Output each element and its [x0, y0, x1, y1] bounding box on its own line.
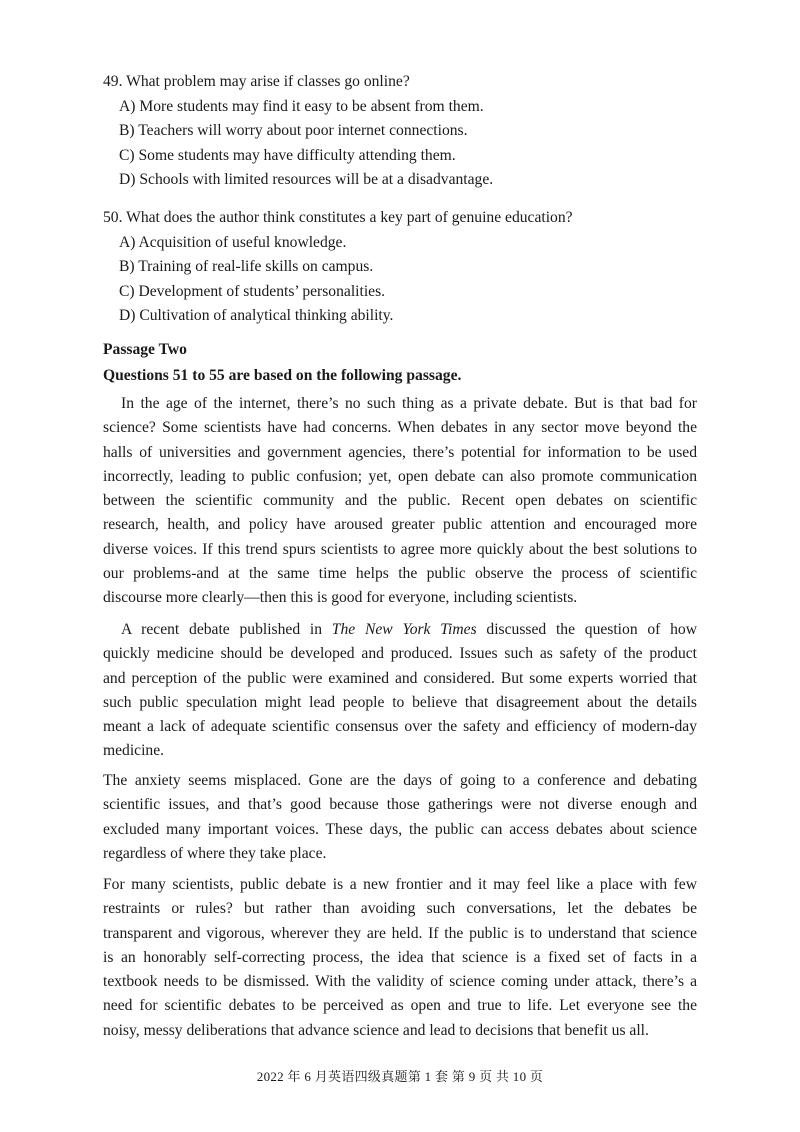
- paragraph-line: For many scientists, public debate is a new frontier and it may feel like a place with few: [103, 876, 697, 893]
- paragraph-line: excluded many important voices. These days, the public can access debates about science: [103, 820, 697, 838]
- paragraph-line: incorrectly, leading to public confusion; yet, open debate can also promote communication: [103, 467, 697, 485]
- option-c: C) Some students may have difficulty attending them.: [119, 146, 456, 164]
- paragraph-line: quickly medicine should be developed and produced. Issues such as safety of the product: [103, 645, 697, 663]
- question-49: [103, 70, 697, 95]
- paragraph-line: noisy, messy deliberations that advance science and lead to decisions that benefit us all.: [103, 1021, 649, 1039]
- paragraph-line: The anxiety seems misplaced. Gone are the days of going to a conference and debating: [103, 772, 697, 789]
- question-50: [103, 206, 697, 231]
- question-50-options: [119, 231, 699, 329]
- option-c: C) Development of students’ personalities.: [119, 282, 386, 300]
- option-a: A) Acquisition of useful knowledge.: [119, 233, 347, 251]
- paragraph-line: meant a lack of adequate scientific consensus over the safety and efficiency of modern-day: [103, 718, 697, 736]
- paragraph-line: A recent debate published in The New York Times discussed the question of how: [121, 621, 697, 638]
- paragraph-4: [103, 873, 697, 1043]
- option-b: B) Training of real-life skills on campus.: [119, 258, 374, 276]
- paragraph-line: our problems-and at the same time helps the public observe the process of scientific: [103, 565, 697, 583]
- paragraph-line: scientific issues, and that’s good because those gatherings were not diverse enough and: [103, 796, 697, 814]
- paragraph-3: [103, 769, 697, 866]
- paragraph-line: halls of universities and government agencies, there’s potential for information to be used: [103, 443, 697, 461]
- paragraph-line: and perception of the public were examined and considered. But some experts worried that: [103, 669, 697, 687]
- paragraph-line: transparent and vigorous, wherever they are held. If the public is to understand that science: [103, 924, 697, 942]
- paragraph-line: medicine.: [103, 742, 165, 760]
- question-49-options: [119, 95, 699, 193]
- passage-header: [103, 338, 697, 388]
- paragraph-line: regardless of where they take place.: [103, 844, 327, 862]
- question-stem: 49. What problem may arise if classes go online?: [103, 73, 410, 90]
- option-d: D) Schools with limited resources will be at a disadvantage.: [119, 171, 494, 189]
- paragraph-line: between the scientific community and the public. Recent open debates on scientific: [103, 492, 697, 510]
- question-stem: 50. What does the author think constitutes a key part of genuine education?: [103, 209, 573, 226]
- passage-instruction: Questions 51 to 55 are based on the following passage.: [103, 366, 462, 384]
- paragraph-line: research, health, and policy have aroused greater public attention and encouraged more: [103, 516, 697, 534]
- paragraph-line: need for scientific debates to be perceived as open and true to life. Let everyone see the: [103, 997, 697, 1015]
- option-b: B) Teachers will worry about poor internet connections.: [119, 122, 468, 140]
- passage-title: Passage Two: [103, 341, 187, 358]
- paragraph-line: science? Some scientists have had concerns. When debates in any sector move beyond the: [103, 419, 697, 437]
- option-d: D) Cultivation of analytical thinking ability.: [119, 307, 394, 325]
- paragraph-2: [103, 618, 697, 764]
- paragraph-line: such public speculation might lead people to believe that disagreement about the details: [103, 693, 697, 711]
- paragraph-line: is an honorably self-correcting process, the idea that science is a fixed set of facts in a: [103, 948, 697, 966]
- paragraph-line: discourse more clearly—then this is good for everyone, including scientists.: [103, 589, 578, 607]
- paragraph-line: textbook needs to be dismissed. With the validity of science coming under attack, there’s a: [103, 973, 697, 991]
- paragraph-line: diverse voices. If this trend spurs scientists to agree more quickly about the best solutions to: [103, 540, 697, 558]
- paragraph-1: [103, 392, 697, 611]
- paragraph-line: In the age of the internet, there’s no such thing as a private debate. But is that bad for: [121, 395, 697, 412]
- page-footer: 2022 年 6 月英语四级真题第 1 套 第 9 页 共 10 页: [256, 1069, 544, 1084]
- newspaper-title: The New York Times: [331, 621, 477, 638]
- paragraph-line: restraints or rules? but rather than avoiding such conversations, let the debates be: [103, 900, 697, 918]
- option-a: A) More students may find it easy to be absent from them.: [119, 97, 484, 115]
